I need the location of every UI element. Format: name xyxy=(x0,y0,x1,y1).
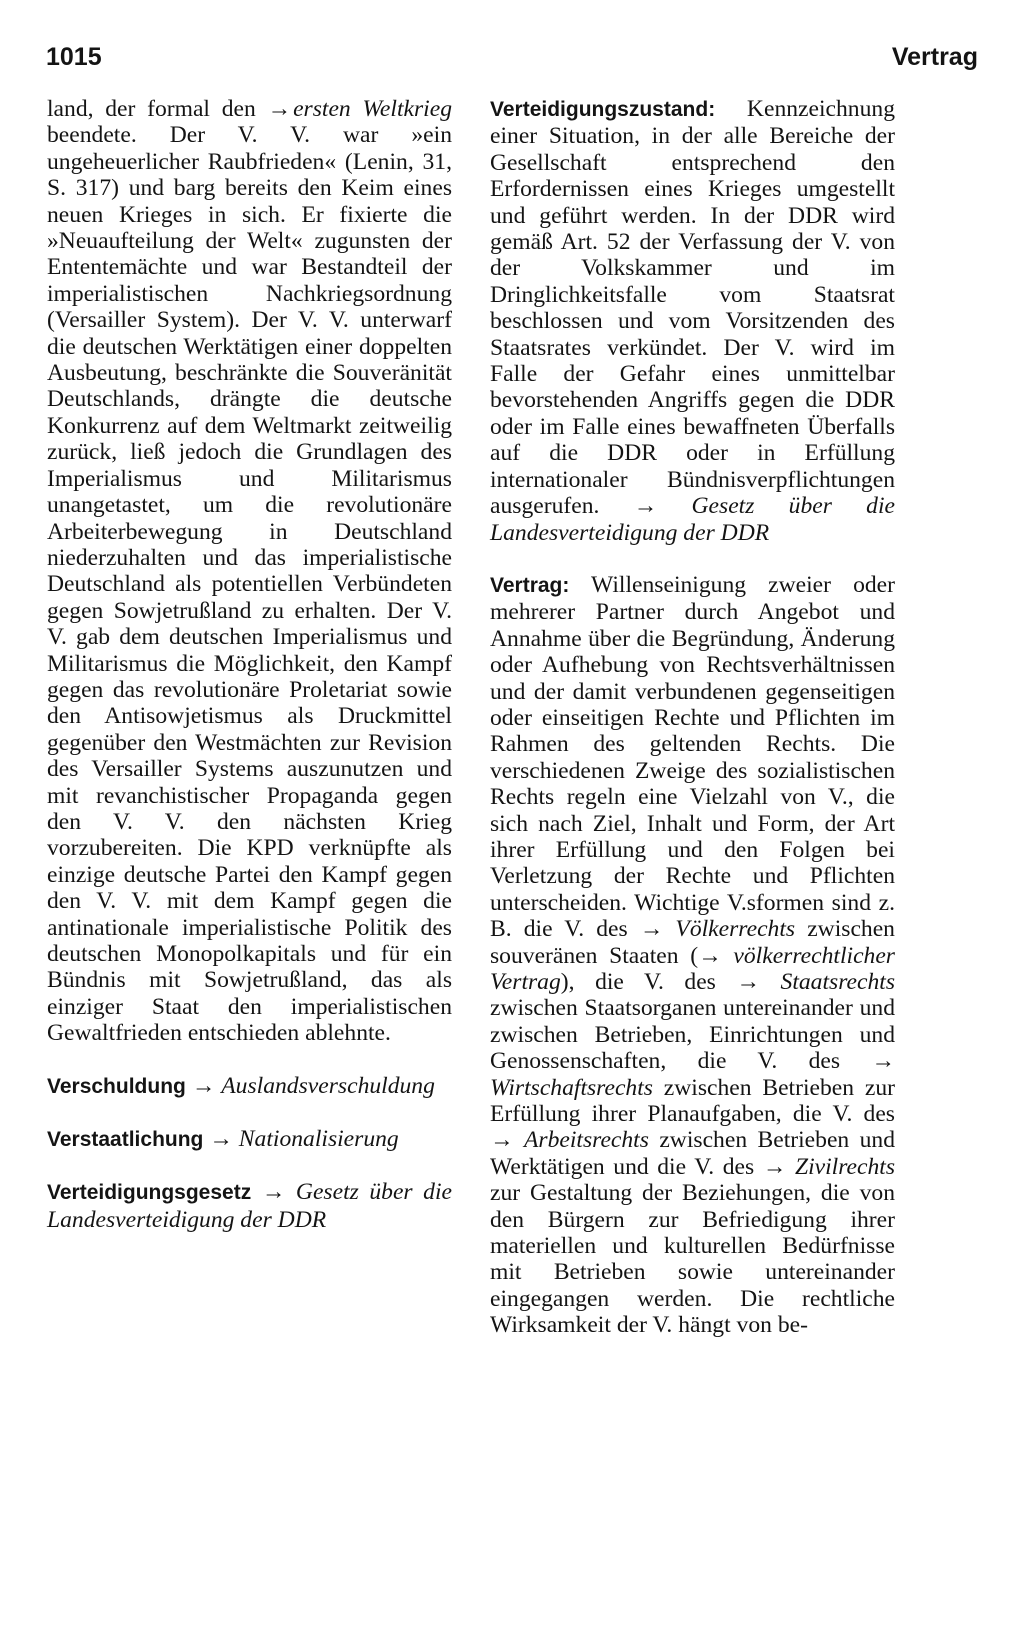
versailler-vertrag-continuation xyxy=(47,96,452,1047)
text-run: Willenseinigung zweier oder mehrerer Partner durch Angebot und Annahme über die Begründung, Änderung oder Aufhebung von Rechtsverhältnissen und der damit verbundenen gegenseitigen oder einseitigen Rechte und Pflichten im Rahmen des geltenden Rechts. Die verschiedenen Zweige des sozialistischen Rechts regeln eine Vielzahl von V., die sich nach Ziel, Inhalt und Form, der Art ihrer Erfüllung und den Folgen bei Verletzung der Rechte und Pflichten unterscheiden. Wichtige V.sformen sind z. B. die V. des xyxy=(490,571,895,943)
headword: Verteidigungszustand: xyxy=(490,98,716,121)
cross-reference: Staatsrechts xyxy=(780,969,895,995)
cross-reference: Zivilrechts xyxy=(794,1153,895,1180)
arrow-icon: → xyxy=(209,1126,233,1153)
cross-reference: Gesetz über die Landesverteidigung der DDR xyxy=(47,1179,452,1233)
text-run: zwischen souveränen Staaten ( xyxy=(490,916,895,969)
cross-reference: ersten Weltkrieg xyxy=(293,96,452,122)
left-column xyxy=(47,96,452,1233)
headword: Verteidigungsgesetz xyxy=(47,1181,252,1205)
arrow-icon: → xyxy=(191,1072,216,1099)
arrow-icon: → xyxy=(633,493,658,520)
cross-reference: Völkerrechts xyxy=(675,916,796,943)
page-number: 1015 xyxy=(46,43,102,71)
arrow-icon: → xyxy=(267,96,292,122)
arrow-icon: → xyxy=(762,1153,787,1180)
text-run: zwischen Betrieben zur Erfüllung ihrer Planaufgaben, die V. des xyxy=(490,1074,895,1128)
arrow-icon: → xyxy=(639,916,664,943)
text-run: zwischen Staatsorganen untereinander und zwischen Betrieben, Einrichtungen und Genossenschaften, die V. des xyxy=(490,995,895,1075)
text-run: ), die V. des xyxy=(560,969,737,995)
headword: Vertrag: xyxy=(490,573,570,597)
entry-verstaatlichung xyxy=(47,1126,452,1153)
arrow-icon: → xyxy=(871,1048,895,1075)
right-column xyxy=(490,96,895,1339)
cross-reference: Gesetz über die Landesverteidigung der DDR xyxy=(490,493,895,546)
arrow-icon: → xyxy=(261,1179,286,1206)
entry-verschuldung xyxy=(47,1073,452,1100)
cross-reference: Arbeitsrechts xyxy=(523,1127,649,1154)
cross-reference: völkerrechtlicher Vertrag xyxy=(490,942,895,995)
text-run: land, der formal den xyxy=(47,96,268,122)
entry-verteidigungsgesetz xyxy=(47,1179,452,1233)
entry-vertrag xyxy=(490,572,895,1339)
text-run: zur Gestaltung der Beziehungen, die von den Bürgern zur Befriedigung ihrer materiellen und kulturellen Bedürfnisse mit Betrieben sowie untereinander eingegangen werden. Die rechtliche Wirksamkeit der V. hängt von be- xyxy=(490,1180,895,1339)
cross-reference: Wirtschaftsrechts xyxy=(490,1074,653,1101)
cross-reference: Auslandsverschuldung xyxy=(221,1072,435,1099)
arrow-icon: → xyxy=(698,942,722,969)
cross-reference: Nationalisierung xyxy=(238,1126,399,1153)
running-title: Vertrag xyxy=(891,43,978,71)
definition-text: Kennzeichnung einer Situation, in der alle Bereiche der Gesellschaft entsprechend den Erfordernissen eines Krieges umgestellt und geführt werden. In der DDR wird gemäß Art. 52 der Verfassung der V. von der Volkskammer und im Dringlichkeitsfalle vom Staatsrat beschlossen und vom Vorsitzenden des Staatsrates verkündet. Der V. wird im Falle der Gefahr eines unmittelbar bevorstehenden Angriffs gegen die DDR oder im Falle eines bewaffneten Überfalls auf die DDR oder in Erfüllung internationaler Bündnisverpflichtungen ausgerufen. xyxy=(490,96,895,520)
arrow-icon: → xyxy=(736,969,760,995)
text-run: beendete. Der V. V. war »ein ungeheuerlicher Raubfrieden« (Lenin, 31, S. 317) und barg bereits den Keim eines neuen Krieges in sich. Er fixierte die »Neuaufteilung der Welt« zugunsten der Ententemächte und war Bestandteil der imperialistischen Nachkriegsordnung (Versailler System). Der V. V. unterwarf die deutschen Werktätigen einer doppelten Ausbeutung, beschränkte die Souveränität Deutschlands, drängte die deutsche Konkurrenz auf dem Weltmarkt zeitweilig zurück, ließ jedoch die Grundlagen des Imperialismus und Militarismus unangetastet, um die revolutionäre Arbeiterbewegung in Deutschland niederzuhalten und das imperialistische Deutschland als potentiellen Verbündeten gegen Sowjetrußland zu erhalten. Der V. V. gab dem deutschen Imperialismus und Militarismus die Möglichkeit, den Kampf gegen das revolutionäre Proletariat sowie den Antisowjetismus als Druckmittel gegenüber den Westmächten zur Revision des Versailler Systems auszunutzen und mit revanchistischer Propaganda gegen den V. V. den nächsten Krieg vorzubereiten. Die KPD verknüpfte als einzige deutsche Partei den Kampf gegen den V. V. mit dem Kampf gegen die antinationale imperialistische Politik des deutschen Monopolkapitals und für ein Bündnis mit Sowjetrußland, das als einziger Staat den imperialistischen Gewaltfrieden entschieden ablehnte. xyxy=(47,122,452,1047)
arrow-icon: → xyxy=(490,1127,514,1154)
headword: Verschuldung xyxy=(47,1074,186,1098)
entry-verteidigungszustand xyxy=(490,96,895,546)
headword: Verstaatlichung xyxy=(47,1128,204,1152)
text-run: zwischen Betrieben und Werktätigen und die V. des xyxy=(490,1127,895,1180)
